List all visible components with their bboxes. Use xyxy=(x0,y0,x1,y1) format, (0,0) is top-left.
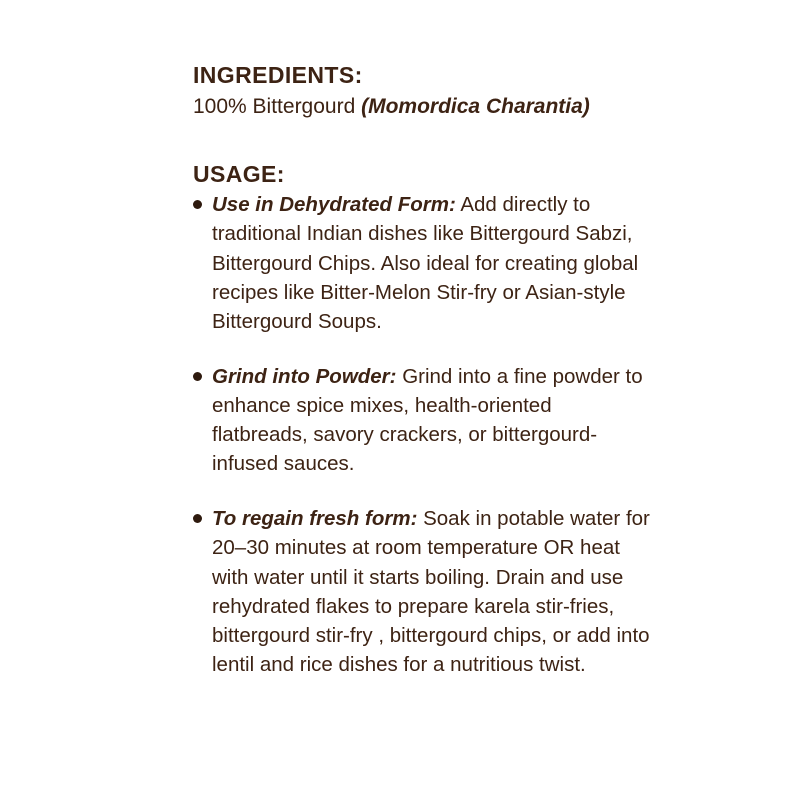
usage-item-body-italic: Sabzi xyxy=(575,222,627,246)
ingredients-value-text: 100% Bittergourd xyxy=(193,95,362,118)
usage-item-lead: To regain fresh form: xyxy=(212,507,418,531)
usage-item-body-part1: Add directly to traditional Indian dishes like Bittergourd xyxy=(212,193,591,246)
ingredients-botanical-name: (Momordica Charantia) xyxy=(361,95,590,118)
bullet-icon xyxy=(193,514,202,523)
usage-heading: USAGE: xyxy=(193,161,285,188)
list-item xyxy=(193,504,650,679)
usage-item-lead: Grind into Powder: xyxy=(212,364,397,388)
usage-section xyxy=(193,161,650,679)
list-item xyxy=(193,362,650,478)
usage-item-body-part1: Grind into a fine powder to enhance spice mixes, health-oriented flatbreads, savory crackers, or bittergourd-infused sauces. xyxy=(212,364,643,476)
usage-list xyxy=(193,190,650,679)
bullet-icon xyxy=(193,372,202,381)
bullet-icon xyxy=(193,200,202,209)
ingredients-value xyxy=(193,93,650,121)
ingredients-heading: INGREDIENTS: xyxy=(193,62,363,88)
usage-item-lead: Use in Dehydrated Form: xyxy=(212,193,456,217)
usage-item-body-part1: Soak in potable water for 20–30 minutes at room temperature OR heat with water until it starts boiling. Drain and use rehydrated flakes to prepare karela stir-fries, bittergourd stir-fry , bittergourd chips, or add into lentil and rice dishes for a nutritious twist. xyxy=(212,507,650,676)
list-item xyxy=(193,190,650,336)
usage-item-body-part2: , Bittergourd Chips. Also ideal for creating global recipes like Bitter-Melon Stir-fry or Asian-style Bittergourd Soups. xyxy=(212,222,639,333)
